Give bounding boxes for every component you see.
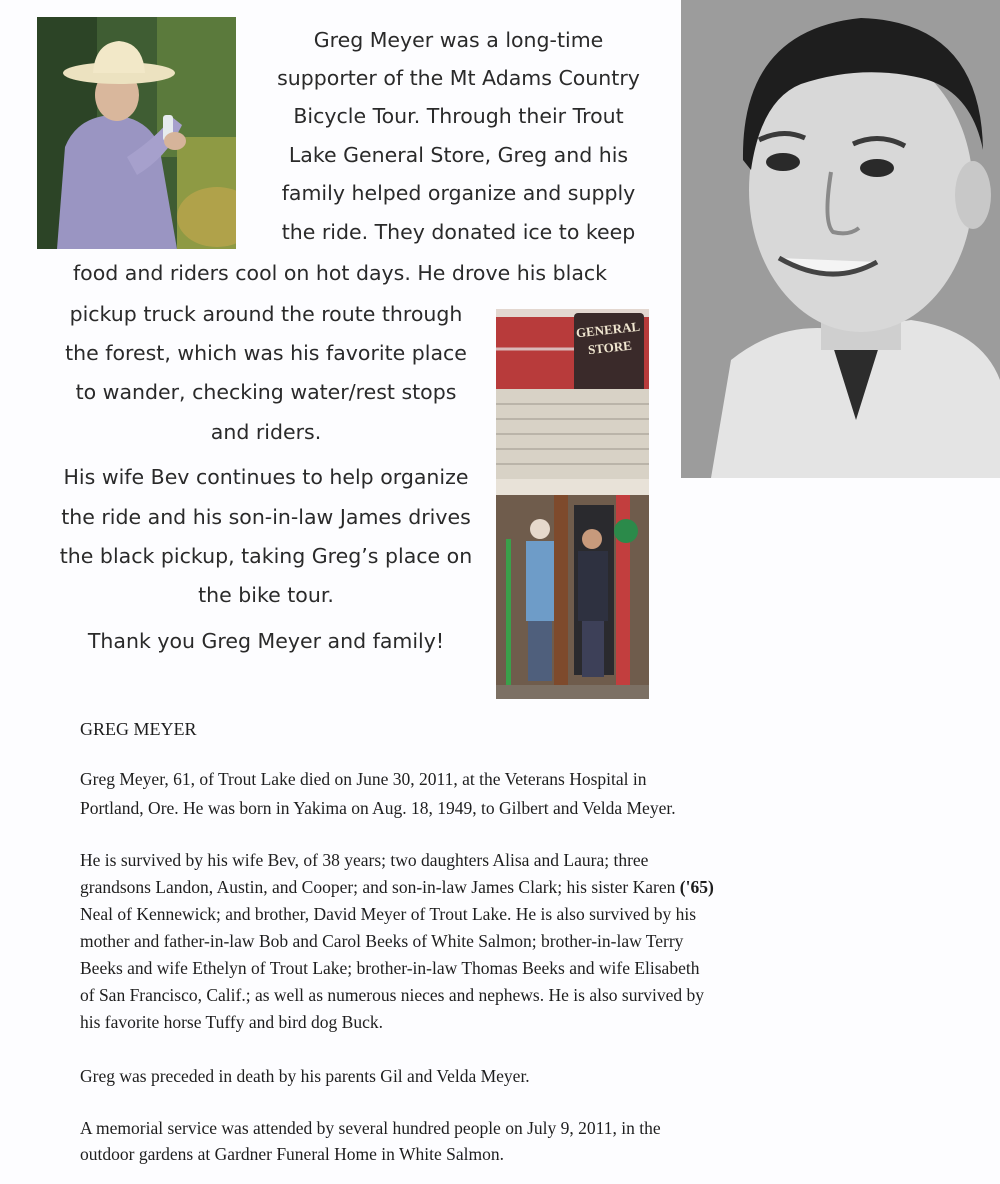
obituary-p2-line-3: Neal of Kennewick; and brother, David Meyer of Trout Lake. He is also survived by his: [80, 904, 697, 924]
tribute-line-7: food and riders cool on hot days. He drove his black: [72, 261, 608, 285]
obituary-p4-line-1: A memorial service was attended by several hundred people on July 9, 2011, in the: [80, 1118, 661, 1138]
obituary-p1-line-2: Portland, Ore. He was born in Yakima on Aug. 18, 1949, to Gilbert and Velda Meyer.: [80, 798, 676, 818]
obituary-p2-line-6: of San Francisco, Calif.; as well as numerous nieces and nephews. He is also survived by: [80, 985, 705, 1005]
tribute-line-3: Bicycle Tour. Through their Trout: [293, 104, 624, 128]
store-sign-line-2: STORE: [587, 337, 633, 358]
photo-general-store: [496, 309, 649, 699]
portrait-photo-art: [681, 0, 1000, 478]
tribute-line-6: the ride. They donated ice to keep: [281, 220, 636, 244]
cowboy-photo-art: [37, 17, 236, 249]
tribute-line-4: Lake General Store, Greg and his: [288, 143, 629, 167]
tribute-line-14: the black pickup, taking Greg’s place on: [59, 544, 473, 568]
tribute-line-13: the ride and his son-in-law James drives: [61, 505, 471, 529]
obituary-p4-line-2: outdoor gardens at Gardner Funeral Home in White Salmon.: [80, 1144, 504, 1164]
obituary-p2-line-1: He is survived by his wife Bev, of 38 years; two daughters Alisa and Laura; three: [80, 850, 649, 870]
tribute-thank-you: Thank you Greg Meyer and family!: [87, 629, 445, 653]
obituary-p1-line-1: Greg Meyer, 61, of Trout Lake died on June 30, 2011, at the Veterans Hospital in: [80, 769, 647, 789]
store-sign: [574, 318, 643, 361]
tribute-line-15: the bike tour.: [198, 583, 334, 607]
tribute-line-11: and riders.: [210, 420, 322, 444]
tribute-line-1: Greg Meyer was a long-time: [313, 28, 604, 52]
tribute-line-10: to wander, checking water/rest stops: [75, 380, 457, 404]
class-year: ('65): [679, 877, 714, 897]
obituary-title: GREG MEYER: [80, 719, 197, 739]
obituary-p2-line-2-text: grandsons Landon, Austin, and Cooper; and son-in-law James Clark; his sister Karen: [80, 877, 676, 897]
store-sign-line-1: GENERAL: [575, 318, 641, 341]
store-photo-art: [496, 309, 649, 699]
photo-greg-yearbook-portrait: [681, 0, 1000, 478]
tribute-line-9: the forest, which was his favorite place: [65, 341, 467, 365]
tribute-line-8: pickup truck around the route through: [69, 302, 463, 326]
obituary-p2-line-2: [80, 876, 714, 898]
obituary-p2-line-5: Beeks and wife Ethelyn of Trout Lake; brother-in-law Thomas Beeks and wife Elisabeth: [80, 958, 700, 978]
tribute-line-12: His wife Bev continues to help organize: [63, 465, 469, 489]
obituary-p2-line-4: mother and father-in-law Bob and Carol Beeks of White Salmon; brother-in-law Terry: [80, 931, 684, 951]
photo-greg-cowboy-hat: [37, 17, 236, 249]
tribute-line-2: supporter of the Mt Adams Country: [277, 66, 640, 90]
tribute-line-5: family helped organize and supply: [281, 181, 636, 205]
obituary-p3: Greg was preceded in death by his parents Gil and Velda Meyer.: [80, 1066, 530, 1086]
obituary-p2-line-7: his favorite horse Tuffy and bird dog Buck.: [80, 1012, 383, 1032]
